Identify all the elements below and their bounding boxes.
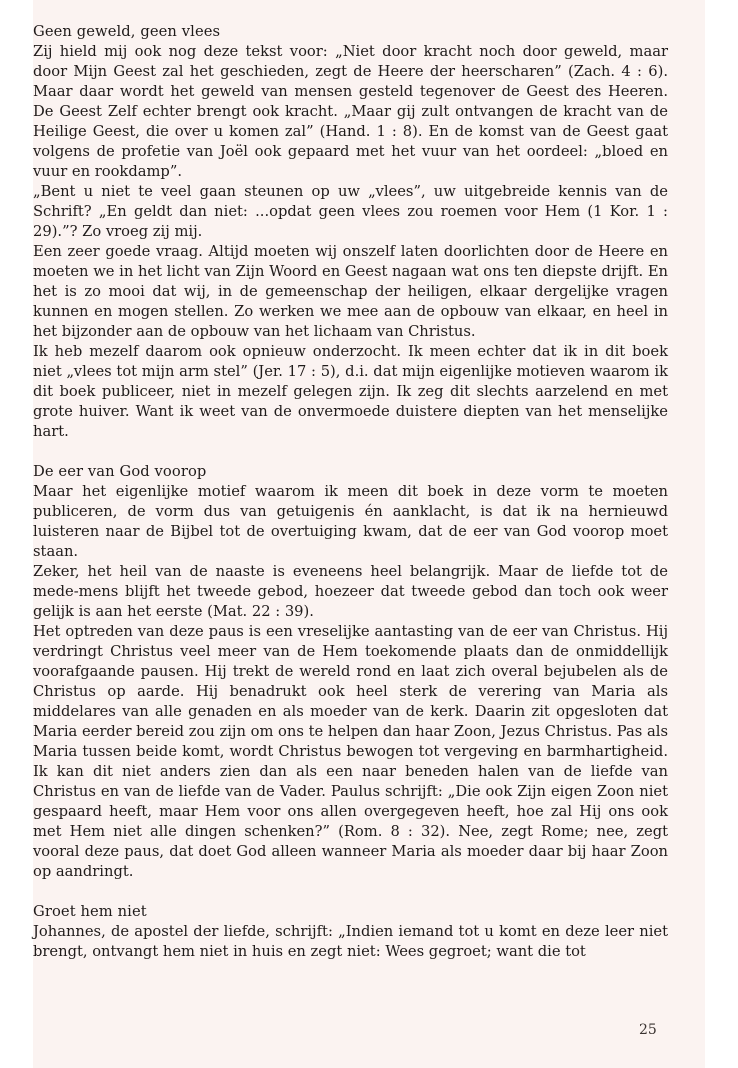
- section-heading: Groet hem niet: [33, 903, 147, 920]
- paragraph: Zeker, het heil van de naaste is eveneens heel belangrijk. Maar de liefde tot de mede-mens blijft het tweede gebod, hoezeer dat tweede gebod dan toch ook weer gelijk is aan het eerste (Mat. 22 : 39).: [33, 563, 668, 620]
- paragraph: Ik heb mezelf daarom ook opnieuw onderzocht. Ik meen echter dat ik in dit boek niet „vlees tot mijn arm stel” (Jer. 17 : 5), d.i. dat mijn eigenlijke motieven waarom ik dit boek publiceer, niet in mezelf gelegen zijn. Ik zeg dit slechts aarzelend en met grote huiver. Want ik weet van de onvermoede duistere diepten van het menselijke hart.: [33, 343, 668, 440]
- page-number: 25: [639, 1022, 657, 1038]
- section-heading: De eer van God voorop: [33, 463, 207, 480]
- section-heading: Geen geweld, geen vlees: [33, 23, 221, 40]
- paragraph: Maar het eigenlijke motief waarom ik meen dit boek in deze vorm te moeten publiceren, de vorm dus van getuigenis én aanklacht, is dat ik na hernieuwd luisteren naar de Bijbel tot de overtuiging kwam, dat de eer van God voorop moet staan.: [33, 483, 668, 560]
- paragraph: Een zeer goede vraag. Altijd moeten wij onszelf laten doorlichten door de Heere en moeten we in het licht van Zijn Woord en Geest nagaan wat ons ten diepste drijft. En het is zo mooi dat wij, in de gemeenschap der heiligen, elkaar dergelijke vragen kunnen en mogen stellen. Zo werken we mee aan de opbouw van elkaar, en heel in het bijzonder aan de opbouw van het lichaam van Christus.: [33, 243, 668, 340]
- page-content: [33, 22, 668, 982]
- section-geen-geweld: [33, 22, 668, 442]
- paragraph: Zij hield mij ook nog deze tekst voor: „Niet door kracht noch door geweld, maar door Mijn Geest zal het geschieden, zegt de Heere der heerscharen” (Zach. 4 : 6). Maar daar wordt het geweld van mensen gesteld tegenover de Geest des Heeren. De Geest Zelf echter brengt ook kracht. „Maar gij zult ontvangen de kracht van de Heilige Geest, die over u komen zal” (Hand. 1 : 8). En de komst van de Geest gaat volgens de profetie van Joël ook gepaard met het vuur van het oordeel: „bloed en vuur en rookdamp”.: [33, 43, 668, 180]
- paragraph: Het optreden van deze paus is een vreselijke aantasting van de eer van Christus. Hij verdringt Christus veel meer van de Hem toekomende plaats dan de onmiddellijk voorafgaande pausen. Hij trekt de wereld rond en laat zich overal bejubelen als de Christus op aarde. Hij benadrukt ook heel sterk de verering van Maria als middelares van alle genaden en als moeder van de kerk. Daarin zit opgesloten dat Maria eerder bereid zou zijn om ons te helpen dan haar Zoon, Jezus Christus. Pas als Maria tussen beide komt, wordt Christus bewogen tot vergeving en barmhartigheid. Ik kan dit niet anders zien dan als een naar beneden halen van de liefde van Christus en van de liefde van de Vader. Paulus schrijft: „Die ook Zijn eigen Zoon niet gespaard heeft, maar Hem voor ons allen overgegeven heeft, hoe zal Hij ons ook met Hem niet alle dingen schenken?” (Rom. 8 : 32). Nee, zegt Rome; nee, zegt vooral deze paus, dat doet God alleen wanneer Maria als moeder daar bij haar Zoon op aandringt.: [33, 623, 668, 880]
- section-groet-hem-niet: [33, 902, 668, 962]
- paragraph: Johannes, de apostel der liefde, schrijft: „Indien iemand tot u komt en deze leer niet brengt, ontvangt hem niet in huis en zegt niet: Wees gegroet; want die tot: [33, 923, 668, 960]
- book-page: [33, 0, 705, 1068]
- paragraph: „Bent u niet te veel gaan steunen op uw „vlees”, uw uitgebreide kennis van de Schrift? „En geldt dan niet: ...opdat geen vlees zou roemen voor Hem (1 Kor. 1 : 29).”? Zo vroeg zij mij.: [33, 183, 668, 240]
- section-eer-van-god: [33, 462, 668, 882]
